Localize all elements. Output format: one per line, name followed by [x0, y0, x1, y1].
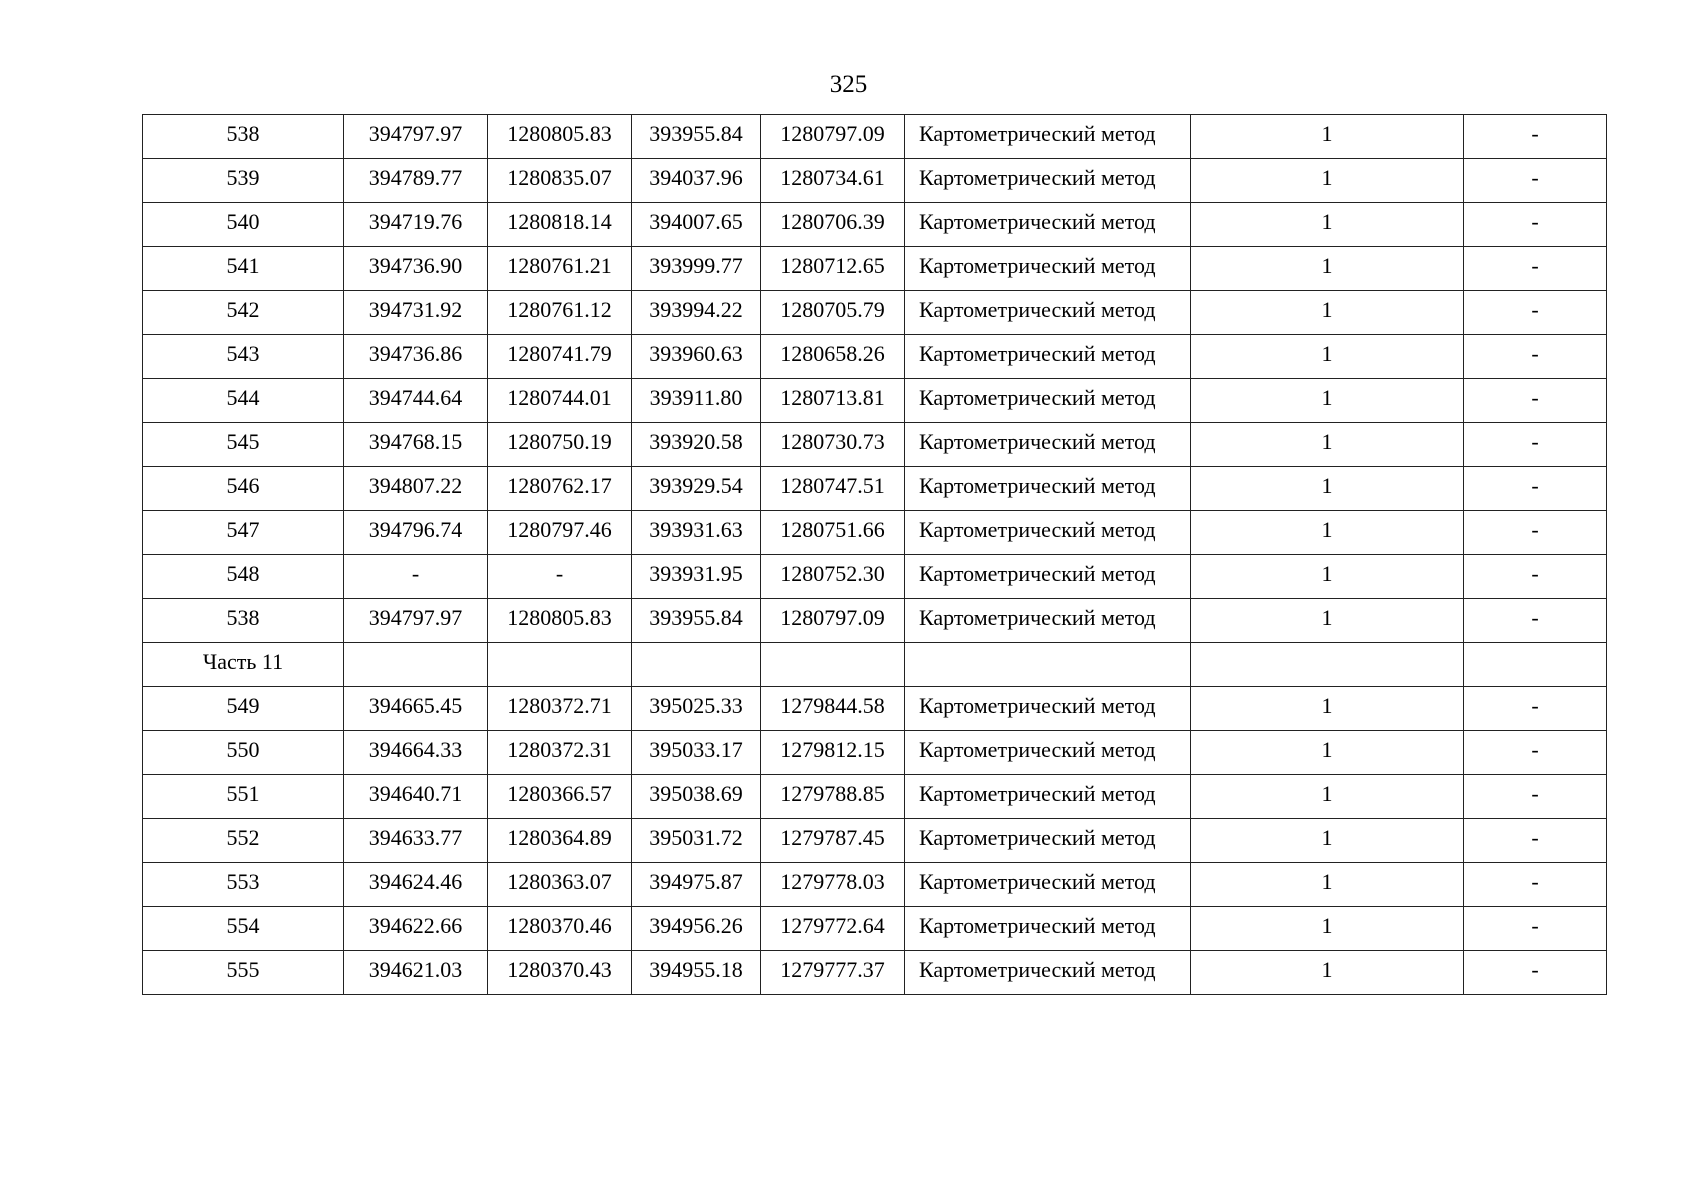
cell-y-old: 1280366.57 — [488, 775, 632, 819]
cell-accuracy: 1 — [1191, 511, 1464, 555]
cell-accuracy: 1 — [1191, 291, 1464, 335]
cell-y-old: 1280797.46 — [488, 511, 632, 555]
cell-x-old: 394797.97 — [344, 599, 488, 643]
cell-point-number: 549 — [143, 687, 344, 731]
cell-note: - — [1464, 159, 1607, 203]
cell-y-old: 1280363.07 — [488, 863, 632, 907]
cell-method: Картометрический метод — [905, 159, 1191, 203]
cell-point-number: 544 — [143, 379, 344, 423]
table-row — [143, 203, 1607, 247]
table-row — [143, 423, 1607, 467]
cell-x-new: 393994.22 — [632, 291, 761, 335]
table-row — [143, 511, 1607, 555]
cell-note: - — [1464, 687, 1607, 731]
cell-y-new: 1280712.65 — [761, 247, 905, 291]
cell-note: - — [1464, 819, 1607, 863]
cell-x-old: 394622.66 — [344, 907, 488, 951]
cell-y-old: 1280805.83 — [488, 599, 632, 643]
cell-accuracy: 1 — [1191, 115, 1464, 159]
cell-y-new: 1280734.61 — [761, 159, 905, 203]
cell-x-new: 394956.26 — [632, 907, 761, 951]
cell-note: - — [1464, 423, 1607, 467]
cell-point-number: 550 — [143, 731, 344, 775]
cell-accuracy: 1 — [1191, 335, 1464, 379]
cell-y-new: 1279772.64 — [761, 907, 905, 951]
cell-x-new: 393931.95 — [632, 555, 761, 599]
cell-x-old: 394624.46 — [344, 863, 488, 907]
cell-x-old: 394640.71 — [344, 775, 488, 819]
cell-x-old: 394807.22 — [344, 467, 488, 511]
cell-accuracy: 1 — [1191, 159, 1464, 203]
cell-x-new: 393929.54 — [632, 467, 761, 511]
cell-note: - — [1464, 599, 1607, 643]
table-row — [143, 115, 1607, 159]
cell-note — [1464, 643, 1607, 687]
cell-method: Картометрический метод — [905, 247, 1191, 291]
cell-method: Картометрический метод — [905, 379, 1191, 423]
cell-note: - — [1464, 555, 1607, 599]
cell-point-number: 554 — [143, 907, 344, 951]
cell-method: Картометрический метод — [905, 599, 1191, 643]
cell-y-new: 1280705.79 — [761, 291, 905, 335]
cell-x-new: 394007.65 — [632, 203, 761, 247]
cell-note: - — [1464, 247, 1607, 291]
cell-accuracy: 1 — [1191, 247, 1464, 291]
cell-y-new: 1280713.81 — [761, 379, 905, 423]
cell-x-new: 393999.77 — [632, 247, 761, 291]
cell-y-new: 1280658.26 — [761, 335, 905, 379]
cell-point-number: 546 — [143, 467, 344, 511]
table-row — [143, 819, 1607, 863]
page-number: 325 — [829, 71, 868, 98]
cell-accuracy: 1 — [1191, 687, 1464, 731]
table-row — [143, 687, 1607, 731]
cell-method: Картометрический метод — [905, 907, 1191, 951]
cell-method: Картометрический метод — [905, 951, 1191, 995]
cell-accuracy: 1 — [1191, 203, 1464, 247]
cell-x-old: 394633.77 — [344, 819, 488, 863]
cell-point-number: 555 — [143, 951, 344, 995]
cell-point-number: 542 — [143, 291, 344, 335]
cell-method — [905, 643, 1191, 687]
cell-note: - — [1464, 863, 1607, 907]
cell-x-old: 394736.86 — [344, 335, 488, 379]
table-row — [143, 291, 1607, 335]
cell-y-new: 1280751.66 — [761, 511, 905, 555]
cell-note: - — [1464, 467, 1607, 511]
cell-y-new: 1280730.73 — [761, 423, 905, 467]
cell-method: Картометрический метод — [905, 863, 1191, 907]
cell-method: Картометрический метод — [905, 291, 1191, 335]
cell-x-new: 395025.33 — [632, 687, 761, 731]
cell-point-number: 552 — [143, 819, 344, 863]
cell-y-old: 1280372.31 — [488, 731, 632, 775]
cell-point-number: 545 — [143, 423, 344, 467]
cell-y-old: 1280762.17 — [488, 467, 632, 511]
cell-y-old: 1280761.21 — [488, 247, 632, 291]
cell-x-old: 394736.90 — [344, 247, 488, 291]
cell-method: Картометрический метод — [905, 423, 1191, 467]
cell-x-old: 394665.45 — [344, 687, 488, 731]
cell-y-new — [761, 643, 905, 687]
cell-note: - — [1464, 907, 1607, 951]
cell-method: Картометрический метод — [905, 115, 1191, 159]
cell-y-new: 1279777.37 — [761, 951, 905, 995]
cell-point-number: 541 — [143, 247, 344, 291]
table-body — [143, 115, 1607, 995]
cell-point-number: 539 — [143, 159, 344, 203]
cell-y-old: 1280835.07 — [488, 159, 632, 203]
cell-x-old: 394796.74 — [344, 511, 488, 555]
cell-accuracy: 1 — [1191, 599, 1464, 643]
cell-accuracy: 1 — [1191, 775, 1464, 819]
table-row — [143, 599, 1607, 643]
cell-x-old: 394744.64 — [344, 379, 488, 423]
cell-accuracy: 1 — [1191, 379, 1464, 423]
cell-y-new: 1280747.51 — [761, 467, 905, 511]
table-row — [143, 951, 1607, 995]
cell-point-number: 540 — [143, 203, 344, 247]
cell-x-new: 395031.72 — [632, 819, 761, 863]
cell-accuracy: 1 — [1191, 467, 1464, 511]
cell-x-old: 394797.97 — [344, 115, 488, 159]
cell-method: Картометрический метод — [905, 467, 1191, 511]
cell-point-number: 538 — [143, 115, 344, 159]
cell-point-number: 553 — [143, 863, 344, 907]
cell-x-new: 393931.63 — [632, 511, 761, 555]
cell-accuracy: 1 — [1191, 863, 1464, 907]
cell-point-number: 547 — [143, 511, 344, 555]
cell-note: - — [1464, 379, 1607, 423]
cell-x-new: 394037.96 — [632, 159, 761, 203]
cell-x-new: 393920.58 — [632, 423, 761, 467]
cell-x-new: 393911.80 — [632, 379, 761, 423]
cell-x-new: 395038.69 — [632, 775, 761, 819]
cell-y-old: 1280761.12 — [488, 291, 632, 335]
cell-x-new: 393960.63 — [632, 335, 761, 379]
cell-method: Картометрический метод — [905, 687, 1191, 731]
cell-y-old: 1280805.83 — [488, 115, 632, 159]
cell-y-old: 1280370.43 — [488, 951, 632, 995]
table-row — [143, 379, 1607, 423]
cell-y-new: 1279844.58 — [761, 687, 905, 731]
cell-accuracy: 1 — [1191, 423, 1464, 467]
cell-x-new: 394955.18 — [632, 951, 761, 995]
cell-accuracy: 1 — [1191, 951, 1464, 995]
cell-accuracy: 1 — [1191, 555, 1464, 599]
cell-note: - — [1464, 775, 1607, 819]
cell-x-new: 395033.17 — [632, 731, 761, 775]
cell-x-old: 394731.92 — [344, 291, 488, 335]
cell-y-new: 1280752.30 — [761, 555, 905, 599]
section-row — [143, 643, 1607, 687]
cell-x-old: 394621.03 — [344, 951, 488, 995]
cell-y-new: 1280797.09 — [761, 115, 905, 159]
cell-accuracy — [1191, 643, 1464, 687]
cell-y-old: - — [488, 555, 632, 599]
cell-x-old: 394789.77 — [344, 159, 488, 203]
cell-x-new: 394975.87 — [632, 863, 761, 907]
cell-x-old: 394664.33 — [344, 731, 488, 775]
cell-note: - — [1464, 203, 1607, 247]
cell-note: - — [1464, 731, 1607, 775]
cell-y-old: 1280741.79 — [488, 335, 632, 379]
cell-y-new: 1279812.15 — [761, 731, 905, 775]
cell-x-new: 393955.84 — [632, 115, 761, 159]
table-row — [143, 907, 1607, 951]
cell-y-old: 1280370.46 — [488, 907, 632, 951]
cell-x-new — [632, 643, 761, 687]
cell-y-old: 1280818.14 — [488, 203, 632, 247]
cell-point-number: 548 — [143, 555, 344, 599]
table-row — [143, 335, 1607, 379]
cell-y-new: 1279787.45 — [761, 819, 905, 863]
cell-point-number: Часть 11 — [143, 643, 344, 687]
cell-method: Картометрический метод — [905, 731, 1191, 775]
cell-y-new: 1280797.09 — [761, 599, 905, 643]
cell-y-old: 1280744.01 — [488, 379, 632, 423]
cell-point-number: 538 — [143, 599, 344, 643]
cell-x-old: - — [344, 555, 488, 599]
cell-point-number: 551 — [143, 775, 344, 819]
cell-y-new: 1280706.39 — [761, 203, 905, 247]
cell-method: Картометрический метод — [905, 335, 1191, 379]
cell-point-number: 543 — [143, 335, 344, 379]
cell-y-old — [488, 643, 632, 687]
cell-note: - — [1464, 951, 1607, 995]
cell-y-new: 1279788.85 — [761, 775, 905, 819]
cell-method: Картометрический метод — [905, 775, 1191, 819]
coordinates-table — [142, 114, 1607, 995]
cell-y-new: 1279778.03 — [761, 863, 905, 907]
cell-method: Картометрический метод — [905, 203, 1191, 247]
table-row — [143, 775, 1607, 819]
cell-accuracy: 1 — [1191, 907, 1464, 951]
cell-accuracy: 1 — [1191, 819, 1464, 863]
table-row — [143, 863, 1607, 907]
cell-x-old — [344, 643, 488, 687]
cell-x-old: 394719.76 — [344, 203, 488, 247]
cell-x-old: 394768.15 — [344, 423, 488, 467]
table-row — [143, 159, 1607, 203]
cell-accuracy: 1 — [1191, 731, 1464, 775]
cell-note: - — [1464, 511, 1607, 555]
table-row — [143, 467, 1607, 511]
cell-method: Картометрический метод — [905, 819, 1191, 863]
cell-note: - — [1464, 115, 1607, 159]
table-row — [143, 247, 1607, 291]
cell-note: - — [1464, 335, 1607, 379]
cell-note: - — [1464, 291, 1607, 335]
cell-y-old: 1280364.89 — [488, 819, 632, 863]
cell-y-old: 1280372.71 — [488, 687, 632, 731]
table-row — [143, 731, 1607, 775]
cell-y-old: 1280750.19 — [488, 423, 632, 467]
table-row — [143, 555, 1607, 599]
cell-x-new: 393955.84 — [632, 599, 761, 643]
cell-method: Картометрический метод — [905, 555, 1191, 599]
cell-method: Картометрический метод — [905, 511, 1191, 555]
